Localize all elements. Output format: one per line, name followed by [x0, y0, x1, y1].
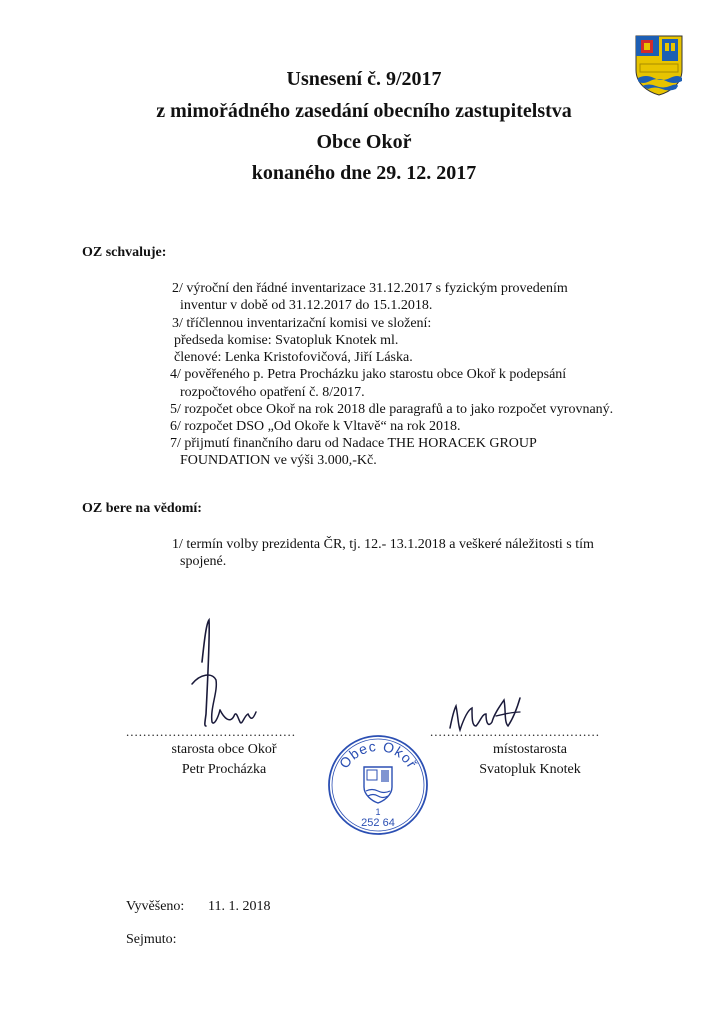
approves-item-3-chair: předseda komise: Svatopluk Knotek ml.: [174, 333, 399, 348]
approves-item-4-cont: rozpočtového opatření č. 8/2017.: [180, 385, 365, 400]
approves-item-7-cont: FOUNDATION ve výši 3.000,-Kč.: [180, 453, 377, 468]
municipal-stamp: [326, 733, 430, 837]
approves-item-5: 5/ rozpočet obce Okoř na rok 2018 dle paragrafů a to jako rozpočet vyrovnaný.: [170, 402, 614, 417]
approves-heading: OZ schvaluje:: [82, 245, 167, 260]
deputy-mayor-name: Svatopluk Knotek: [479, 762, 581, 777]
deputy-mayor-role: místostarosta: [493, 742, 567, 757]
approves-item-6: 6/ rozpočet DSO „Od Okoře k Vltavě“ na rok 2018.: [170, 419, 461, 434]
approves-item-3-members: členové: Lenka Kristofovičová, Jiří Láska.: [174, 350, 413, 365]
removed-label: Sejmuto:: [126, 932, 177, 947]
mayor-name: Petr Procházka: [181, 762, 267, 777]
document-title-meeting: z mimořádného zasedání obecního zastupitelstva: [156, 100, 572, 122]
mayor-signature: [182, 614, 272, 734]
stamp-number: 1: [375, 807, 381, 817]
svg-text:Obec Okoř: [336, 738, 421, 771]
document-title-municipality: Obce Okoř: [316, 131, 412, 153]
stamp-text-top: Obec Okoř: [335, 737, 421, 772]
approves-item-3: 3/ tříčlennou inventarizační komisi ve složení:: [172, 316, 432, 331]
document-title-number: Usnesení č. 9/2017: [286, 68, 442, 90]
acknowledges-heading: OZ bere na vědomí:: [82, 501, 202, 516]
posted-date: 11. 1. 2018: [208, 899, 271, 914]
approves-item-2: 2/ výroční den řádné inventarizace 31.12.2017 s fyzickým provedením: [172, 281, 568, 296]
approves-item-4: 4/ pověřeného p. Petra Procházku jako starostu obce Okoř k podepsání: [170, 367, 567, 382]
stamp-coat-of-arms-icon: [364, 767, 392, 803]
approves-item-2-cont: inventur v době od 31.12.2017 do 15.1.2018.: [180, 298, 433, 313]
acknowledges-item-1-cont: spojené.: [180, 554, 227, 569]
mayor-role: starosta obce Okoř: [171, 742, 277, 757]
posted-label: Vyvěšeno:: [126, 899, 185, 914]
stamp-postcode: 252 64: [361, 817, 395, 829]
deputy-mayor-signature-line: ........................................: [430, 724, 600, 739]
acknowledges-item-1: 1/ termín volby prezidenta ČR, tj. 12.- 13.1.2018 a veškeré náležitosti s tím: [172, 537, 594, 552]
document-title-date: konaného dne 29. 12. 2017: [251, 162, 477, 184]
mayor-signature-line: ........................................: [126, 724, 296, 739]
approves-item-7: 7/ přijmutí finančního daru od Nadace THE HORACEK GROUP: [170, 436, 537, 451]
